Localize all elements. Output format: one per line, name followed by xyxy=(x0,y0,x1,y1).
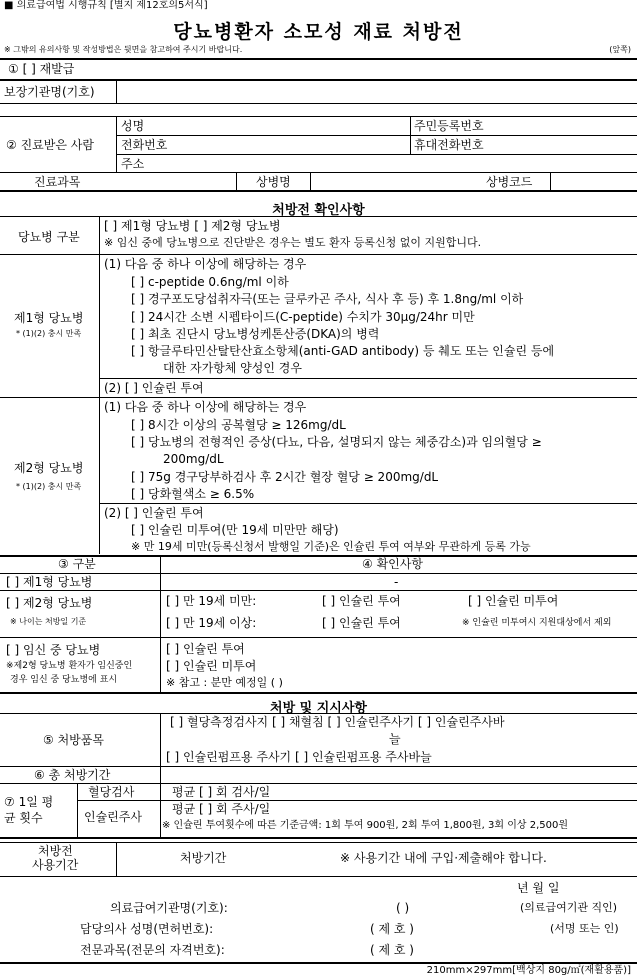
t1-line-5[interactable]: [ ] 최초 진단시 당뇨병성케톤산증(DKA)의 병력 xyxy=(131,327,380,341)
type2-label: 제2형 당뇨병 xyxy=(14,461,84,475)
t1-line-7: 대한 자가항체 양성인 경우 xyxy=(163,361,302,375)
sign-date[interactable]: 년 월 일 xyxy=(517,881,560,895)
classify-r1-value: - xyxy=(394,575,399,589)
daily-label-2: 균 횟수 xyxy=(4,811,43,825)
phone-label: 전화번호 xyxy=(121,138,168,152)
doctor-sign: (서명 또는 인) xyxy=(550,922,619,935)
t1-line-8[interactable]: (2) [ ] 인슐린 투여 xyxy=(104,381,204,395)
mobile-label: 휴대전화번호 xyxy=(414,138,484,152)
daily-label-1: ⑦ 1일 평 xyxy=(4,795,54,809)
t2-line-1: (1) 다음 중 하나 이상에 해당하는 경우 xyxy=(104,400,307,414)
usage-label-2: 사용기간 xyxy=(32,858,79,872)
r2-over19-note: ※ 인슐린 미투여시 지원대상에서 제외 xyxy=(462,618,612,628)
page-title: 당뇨병환자 소모성 재료 처방전 xyxy=(173,21,464,43)
t1-line-1: (1) 다음 중 하나 이상에 해당하는 경우 xyxy=(104,257,307,271)
t2-line-2[interactable]: [ ] 8시간 이상의 공복혈당 ≥ 126mg/dL xyxy=(131,418,346,432)
type-label: 당뇨병 구분 xyxy=(18,230,80,244)
classify-r1-label[interactable]: [ ] 제1형 당뇨병 xyxy=(6,575,93,589)
type-note: ※ 임신 중에 당뇨병으로 진단받은 경우는 별도 환자 등록신청 없이 지원합니다. xyxy=(104,236,482,249)
t1-line-4[interactable]: [ ] 24시간 소변 시펩타이드(C-peptide) 수치가 30μg/24hr 미만 xyxy=(131,310,475,324)
type1-label: 제1형 당뇨병 xyxy=(14,311,84,325)
agency-sign-paren[interactable]: ( ) xyxy=(396,901,410,915)
prescription-heading: 처방 및 지시사항 xyxy=(270,701,367,716)
classify-r3-label[interactable]: [ ] 임신 중 당뇨병 xyxy=(6,643,101,657)
t2-line-4: 200mg/dL xyxy=(163,452,224,466)
agency-sign-label: 의료급여기관명(기호): xyxy=(110,901,228,915)
agency-seal: (의료급여기관 직인) xyxy=(520,901,618,914)
reissue-checkbox[interactable]: ① [ ] 재발급 xyxy=(8,62,75,76)
t2-line-7[interactable]: (2) [ ] 인슐린 투여 xyxy=(104,506,204,520)
t2-line-5[interactable]: [ ] 75g 경구당부하검사 후 2시간 혈장 혈당 ≥ 200mg/dL xyxy=(131,470,439,484)
glucose-value[interactable]: 평균 [ ] 회 검사/일 xyxy=(172,785,271,799)
usage-period[interactable]: 처방기간 xyxy=(180,851,227,865)
type1-sub: * (1)(2) 충시 만족 xyxy=(16,329,82,338)
t2-line-9: ※ 만 19세 미만(등록신청서 발행일 기준)은 인슐린 투여 여부와 무관하게 등록 가능 xyxy=(131,540,531,553)
r3-due-date[interactable]: ※ 참고 : 분만 예정일 ( ) xyxy=(166,676,283,689)
code-label: 상병코드 xyxy=(486,175,533,189)
form-reference: ■ 의료급여법 시행규칙 [별지 제12호의5서식] xyxy=(4,0,208,11)
period-label: ⑥ 총 처방기간 xyxy=(34,768,111,782)
r2-over19[interactable]: [ ] 만 19세 이상: xyxy=(166,616,257,630)
r2-under19-insulin[interactable]: [ ] 인슐린 투여 xyxy=(322,594,401,608)
dept-label: 진료과목 xyxy=(34,175,81,189)
insulin-note: ※ 인슐린 투여횟수에 따른 기준금액: 1회 투여 900원, 2회 투여 1,800원, 3회 이상 2,500원 xyxy=(162,820,569,831)
usage-label-1: 처방전 xyxy=(38,844,73,858)
items-label: ⑤ 처방품목 xyxy=(43,733,104,747)
t2-line-8[interactable]: [ ] 인슐린 미투여(만 19세 미만만 해당) xyxy=(131,523,339,537)
items-line1[interactable]: [ ] 혈당측정검사지 [ ] 채혈침 [ ] 인슐린주사기 [ ] 인슐린주사바 xyxy=(170,715,505,729)
r3-insulin[interactable]: [ ] 인슐린 투여 xyxy=(166,642,245,656)
classify-r3-sub2: 경우 임신 중 당뇨병에 표시 xyxy=(10,675,118,685)
type-options[interactable]: [ ] 제1형 당뇨병 [ ] 제2형 당뇨병 xyxy=(104,219,281,233)
instruction-note: ※ 그밖의 유의사항 및 작성방법은 뒷면을 참고하여 주시기 바랍니다. xyxy=(4,45,243,54)
r2-under19[interactable]: [ ] 만 19세 미만: xyxy=(166,594,257,608)
name-label: 성명 xyxy=(121,119,145,133)
classify-r2-label[interactable]: [ ] 제2형 당뇨병 xyxy=(6,596,93,610)
address-label: 주소 xyxy=(121,157,145,171)
r2-over19-insulin[interactable]: [ ] 인슐린 투여 xyxy=(322,616,401,630)
classify-col2-head: ④ 확인사항 xyxy=(362,557,423,571)
items-line2: 늘 xyxy=(389,732,401,746)
classify-col1-head: ③ 구분 xyxy=(58,557,96,571)
classify-r3-sub1: ※제2형 당뇨병 환자가 임신중인 xyxy=(6,661,133,671)
t1-line-2[interactable]: [ ] c-peptide 0.6ng/ml 이하 xyxy=(131,275,289,289)
precheck-heading: 처방전 확인사항 xyxy=(272,203,365,218)
t2-line-3[interactable]: [ ] 당뇨병의 전형적인 증상(다뇨, 다음, 설명되지 않는 체중감소)과 임의혈당 ≥ xyxy=(131,435,542,449)
items-line3[interactable]: [ ] 인슐린펌프용 주사기 [ ] 인슐린펌프용 주사바늘 xyxy=(166,750,432,764)
t1-line-3[interactable]: [ ] 경구포도당섭취자극(또는 글루카곤 주사, 식사 후 등) 후 1.8ng/ml 이하 xyxy=(131,292,524,306)
rrn-label: 주민등록번호 xyxy=(414,119,484,133)
classify-r2-sub: ※ 나이는 처방일 기준 xyxy=(10,617,87,626)
disease-label: 상병명 xyxy=(256,175,291,189)
usage-note: ※ 사용기간 내에 구입·제출해야 합니다. xyxy=(340,851,547,865)
patient-label: ② 진료받은 사람 xyxy=(6,138,94,152)
insulin-value[interactable]: 평균 [ ] 회 주사/일 xyxy=(172,802,271,816)
type2-sub: * (1)(2) 충시 만족 xyxy=(16,482,82,491)
specialty-license[interactable]: ( 제 호 ) xyxy=(370,943,414,957)
doctor-label: 담당의사 성명(면허번호): xyxy=(80,922,214,936)
page-side: (앞쪽) xyxy=(609,45,631,54)
t1-line-6[interactable]: [ ] 항글루타민산탈탄산효소항체(anti-GAD antibody) 등 췌도 또는 인슐린 등에 xyxy=(131,344,555,358)
r3-no-insulin[interactable]: [ ] 인슐린 미투여 xyxy=(166,659,257,673)
r2-under19-no-insulin[interactable]: [ ] 인슐린 미투여 xyxy=(468,594,559,608)
insulin-label: 인슐린주사 xyxy=(84,810,142,824)
paper-spec: 210mm×297mm[백상지 80g/㎡(재활용품)] xyxy=(426,965,631,976)
agency-label: 보장기관명(기호) xyxy=(4,85,95,99)
doctor-license[interactable]: ( 제 호 ) xyxy=(370,922,414,936)
glucose-label: 혈당검사 xyxy=(88,785,135,799)
specialty-label: 전문과목(전문의 자격번호): xyxy=(80,943,225,957)
t2-line-6[interactable]: [ ] 당화혈색소 ≥ 6.5% xyxy=(131,487,255,501)
